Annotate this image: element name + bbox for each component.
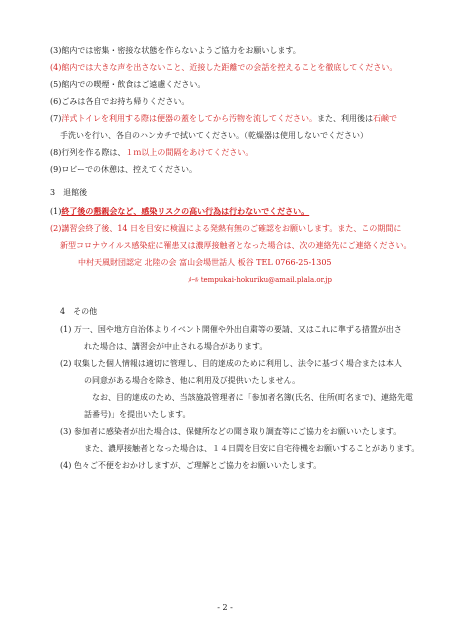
notice-item-7-line2: 手洗いを行い、各自のハンカチで拭いてください。（乾燥器は使用しないでください） xyxy=(60,131,368,140)
section3-item-2-line1: (2)講習会終了後、14 日を目安に検温による発熱有無のご確認をお願いします。また、この期間に xyxy=(50,224,402,233)
notice-item-8 xyxy=(50,148,253,158)
notice-item-6: (6)ごみは各自でお持ち帰りください。 xyxy=(50,97,190,106)
item7-soap-text: 石鹸で xyxy=(372,114,397,123)
item7-number: (7) xyxy=(50,114,62,123)
section4-line: (4) 色々ご不便をおかけしますが、ご理解とご協力をお願いいたします。 xyxy=(60,461,322,470)
section3-heading: 3 退館後 xyxy=(50,188,88,197)
section4-line: なお、目的達成のため、当該施設管理者に「参加者名簿(氏名、住所(町名まで)、連絡先電 xyxy=(92,393,414,402)
section3-item-1-text: 終了後の懇親会など、感染リスクの高い行為は行わないでください。 xyxy=(61,206,310,216)
section4-line: (2) 収集した個人情報は適切に管理し、目的達成のために利用し、法令に基づく場合または本人 xyxy=(60,359,402,368)
section4-line: れた場合は、講習会が中止される場合があります。 xyxy=(84,342,268,351)
section3-item-2-line2: 新型コロナウイルス感染症に罹患又は濃厚接触者となった場合は、次の連絡先にご連絡ください。 xyxy=(60,241,412,250)
item8-distance-text: １ｍ以上の間隔をあけてください。 xyxy=(125,148,254,157)
contact-line: 中村天風財団認定 北陸の会 富山会場世話人 板谷 TEL 0766-25-1305 xyxy=(78,258,332,267)
item7-toilet-text: 洋式トイレを利用する際は便器の蓋をしてから汚物を流してください。 xyxy=(61,114,317,123)
notice-item-7 xyxy=(50,114,397,124)
section4-line: (1) 万一、国や地方自治体よりイベント開催や外出自粛等の要請、又はこれに準ずる措置が出さ xyxy=(60,325,402,334)
contact-email: ﾒｰﾙ tempukai-hokuriku@amail.plala.or.jp xyxy=(188,276,333,284)
notice-item-9: (9)ロビーでの休憩は、控えてください。 xyxy=(50,165,198,174)
notice-item-3: (3)館内では密集・密接な状態を作らないようご協力をお願いします。 xyxy=(50,46,301,55)
section3-item-1-number: (1) xyxy=(50,207,62,216)
notice-item-5: (5)館内での喫煙・飲食はご遠慮ください。 xyxy=(50,80,206,89)
section3-item-1 xyxy=(50,206,309,217)
section4-line: 話番号)」を提出いたします。 xyxy=(84,410,191,419)
notice-item-4: (4)館内では大きな声を出さないこと、近接した距離での会話を控えることを徹底してください。 xyxy=(50,63,398,72)
section4-line: (3) 参加者に感染者が出た場合は、保健所などの聞き取り調査等にご協力をお願いいたします。 xyxy=(60,427,402,436)
section4-line: また、濃厚接触者となった場合は、１４日間を目安に自宅待機をお願いすることがあります。 xyxy=(84,444,420,453)
item7-after-text: また、利用後は xyxy=(316,114,373,123)
section4-line: の同意がある場合を除き、他に利用及び提供いたしません。 xyxy=(84,376,301,385)
item8-text: (8)行列を作る際は、 xyxy=(50,148,126,157)
page-number: - 2 - xyxy=(217,603,233,612)
section4-heading: 4 その他 xyxy=(60,307,98,316)
